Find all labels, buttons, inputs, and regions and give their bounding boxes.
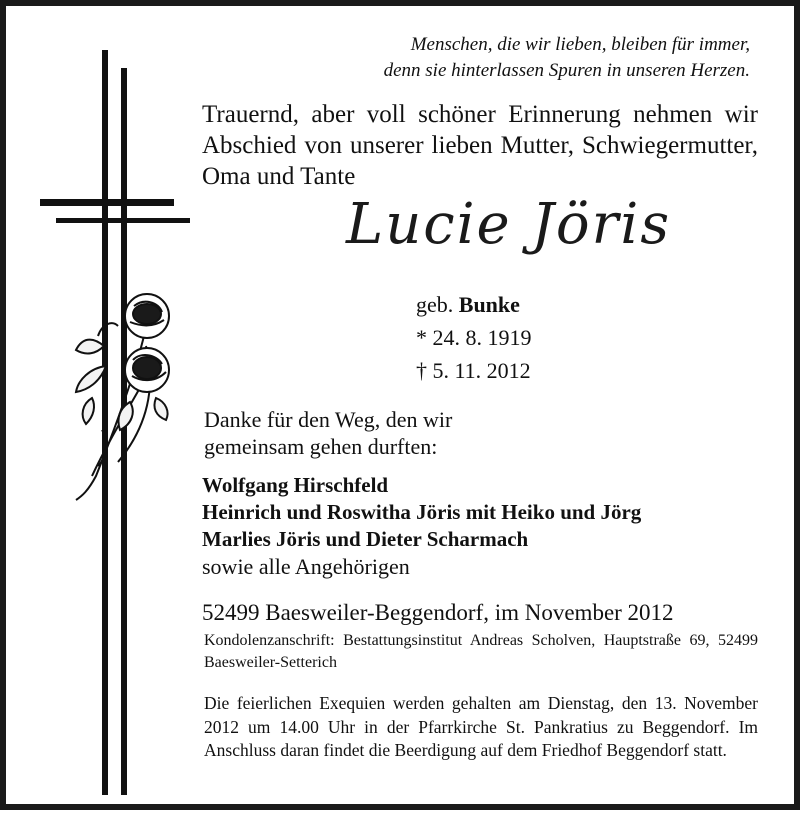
mourners-list bbox=[202, 472, 641, 580]
motto bbox=[230, 32, 750, 84]
mourner: Wolfgang Hirschfeld bbox=[202, 473, 389, 497]
thanks-line: Danke für den Weg, den wir bbox=[204, 407, 453, 432]
death-date: † 5. 11. 2012 bbox=[416, 358, 531, 383]
service-line: Die feierlichen Exequien werden gehalten am Dienstag, bbox=[204, 693, 615, 713]
mourners-rest: sowie alle Angehörigen bbox=[202, 554, 410, 579]
birth-date: * 24. 8. 1919 bbox=[416, 325, 532, 350]
intro-line: Schwiegermutter, Oma und Tante bbox=[202, 132, 759, 190]
service-info bbox=[204, 692, 758, 763]
mourner: Marlies Jöris und Dieter Scharmach bbox=[202, 527, 529, 551]
condolence-address bbox=[204, 630, 758, 674]
birth-name: Bunke bbox=[458, 292, 520, 317]
deceased-name: Lucie Jöris bbox=[346, 192, 672, 257]
service-line: Beerdigung auf dem Friedhof Beggendorf statt. bbox=[394, 740, 727, 760]
intro-text bbox=[202, 99, 758, 192]
thanks-text bbox=[204, 406, 452, 460]
condolence-line: Kondolenzanschrift: Bestattungsinstitut Andreas Scholven, bbox=[204, 632, 596, 649]
birth-name-line bbox=[416, 288, 532, 321]
mourner: Heinrich und Roswitha Jöris mit Heiko und Jörg bbox=[202, 500, 642, 524]
motto-line: Menschen, die wir lieben, bleiben für immer, bbox=[410, 34, 750, 55]
intro-line: wir Abschied von unserer lieben Mutter, bbox=[202, 101, 758, 159]
service-line: St. Pankratius zu Beggendorf. Im Anschluss daran findet die bbox=[204, 716, 759, 760]
motto-line: denn sie hinterlassen Spuren in unseren Herzen. bbox=[383, 60, 750, 81]
thanks-line: gemeinsam gehen durften: bbox=[204, 434, 438, 459]
life-dates bbox=[416, 288, 532, 387]
condolence-line: Hauptstraße 69, 52499 Baesweiler-Setterich bbox=[204, 632, 758, 671]
intro-line: Trauernd, aber voll schöner Erinnerung nehmen bbox=[202, 101, 713, 128]
born-prefix: geb. bbox=[416, 292, 454, 317]
place-date: 52499 Baesweiler-Beggendorf, im November 2012 bbox=[202, 600, 674, 625]
service-line: den 13. November 2012 um 14.00 Uhr in der Pfarrkirche bbox=[204, 693, 759, 737]
